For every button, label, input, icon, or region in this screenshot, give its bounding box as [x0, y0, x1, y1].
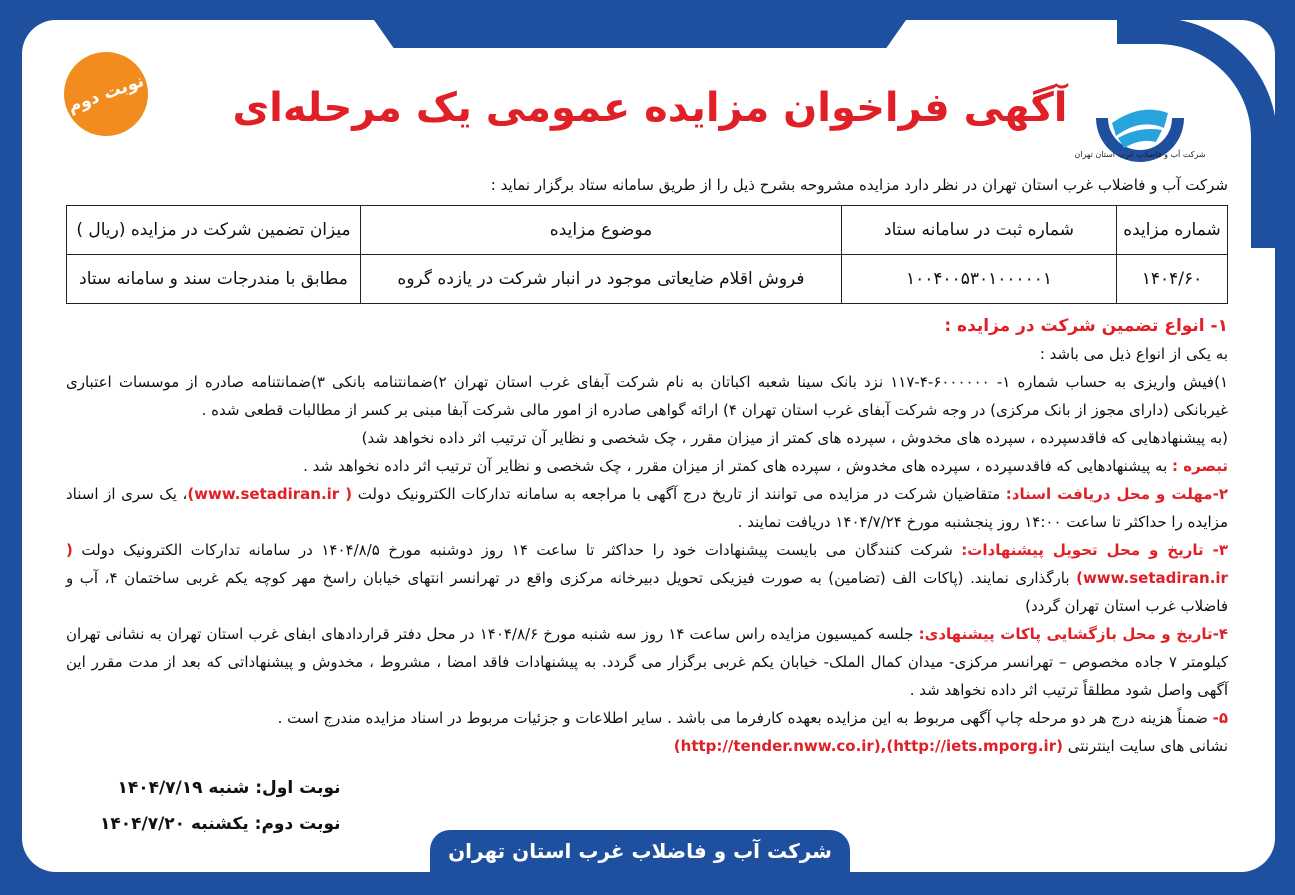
- section-3-text-end: بارگذاری نمایند. (پاکات الف (تضامین) به صورت فیزیکی تحویل دبیرخانه مرکزی واقع در تهرانسر انتهای خیابان راسخ مهر کوچه یکم غربی ساختمان ۴، آب و فاضلاب غرب استان تهران گردد): [66, 569, 1228, 615]
- header-registration-number: شماره ثبت در سامانه ستاد: [842, 206, 1117, 255]
- section-3-heading: ۳- تاریخ و محل تحویل پیشنهادات:: [961, 541, 1228, 559]
- section-4-text: جلسه کمیسیون مزایده راس ساعت ۱۴ روز سه شنبه مورخ ۱۴۰۴/۸/۶ در محل دفتر قراردادهای ابفای غرب استان تهران به نشانی تهران کیلومتر ۷ جاده مخصوص – تهرانسر مرکزی- میدان کمال الملک- خیابان یکم غربی برگزار می گردد. به پیشنهادات فاقد امضا ، مشروط ، مخدوش و پیشنهاداتی که بعد از مدت مقرر این آگهی واصل شود مطلقاً ترتیب اثر داده نخواهد شد .: [66, 625, 1228, 699]
- auction-table: [66, 205, 1228, 304]
- section-4-heading: ۴-تاریخ و محل بازگشایی پاکات پیشنهادی:: [918, 625, 1228, 643]
- top-decoration: [360, 0, 920, 48]
- cell-guarantee: مطابق با مندرجات سند و سامانه ستاد: [67, 255, 361, 304]
- section-1-line: به یکی از انواع ذیل می باشد :: [1039, 345, 1228, 363]
- setadiran-link[interactable]: ( www.setadiran.ir): [187, 485, 353, 503]
- remark-text: به پیشنهادهایی که فاقدسپرده ، سپرده های مخدوش ، سپرده های کمتر از میزان مقرر ، چک شخصی و نظایر آن ترتیب اثر داده نخواهد شد .: [303, 457, 1168, 475]
- section-1-note: (به پیشنهادهایی که فاقدسپرده ، سپرده های مخدوش ، سپرده های کمتر از میزان مقرر ، چک شخصی و نظایر آن ترتیب اثر داده نخواهد شد): [361, 429, 1228, 447]
- section-2: [66, 480, 1228, 536]
- first-publication: نوبت اول: شنبه ۱۴۰۴/۷/۱۹: [117, 778, 341, 798]
- footer-company-name: شرکت آب و فاضلاب غرب استان تهران: [430, 830, 850, 872]
- section-5-heading: ۵-: [1212, 709, 1228, 727]
- section-5-text: ضمناً هزینه درج هر دو مرحله چاپ آگهی مربوط به این مزایده بعهده کارفرما می باشد . سایر اطلاعات و جزئیات مربوط در اسناد مزایده مندرج است .: [277, 709, 1208, 727]
- header-auction-number: شماره مزایده: [1117, 206, 1228, 255]
- section-4: [66, 620, 1228, 704]
- cell-subject: فروش اقلام ضایعاتی موجود در انبار شرکت در یازده گروه: [361, 255, 842, 304]
- websites-links[interactable]: (http://tender.nww.co.ir),(http://iets.mporg.ir): [673, 737, 1063, 755]
- section-1-remark: [66, 452, 1228, 480]
- table-row: [67, 255, 1228, 304]
- cell-auction-number: ۱۴۰۴/۶۰: [1117, 255, 1228, 304]
- header-subject: موضوع مزایده: [361, 206, 842, 255]
- section-3-text: شرکت کنندگان می بایست پیشنهادات خود را حداکثر تا ساعت ۱۴ روز دوشنبه مورخ ۱۴۰۴/۸/۵ در سامانه تدارکات الکترونیک دولت: [81, 541, 953, 559]
- section-2-text: متقاضیان شرکت در مزایده می توانند از تاریخ درج آگهی با مراجعه به سامانه تدارکات الکترونیک دولت: [357, 485, 1001, 503]
- ad-body: [66, 312, 1228, 760]
- publication-dates: [100, 770, 341, 842]
- second-publication: نوبت دوم: یکشنبه ۱۴۰۴/۷/۲۰: [100, 814, 341, 834]
- remark-label: تبصره :: [1172, 457, 1228, 475]
- cell-registration-number: ۱۰۰۴۰۰۵۳۰۱۰۰۰۰۰۱: [842, 255, 1117, 304]
- section-1-guarantees: ۱)فیش واریزی به حساب شماره ۱- ۶۰۰۰۰۰۰-۴-۱۱۷ نزد بانک سینا شعبه اکباتان به نام شرکت آبفای غرب استان تهران ۲)ضمانتنامه بانکی ۳)ضمانتنامه صادره از موسسات اعتباری غیربانکی (دارای مجوز از بانک مرکزی) در وجه شرکت آبفای غرب استان تهران ۴) ارائه گواهی صادره از امور مالی شرکت آبفا مبنی بر کسر از مطالبات قطعی شده .: [66, 373, 1228, 419]
- websites: [66, 732, 1228, 760]
- section-3: [66, 536, 1228, 620]
- header-guarantee: میزان تضمین شرکت در مزایده (ریال ): [67, 206, 361, 255]
- websites-label: نشانی های سایت اینترنتی: [1067, 737, 1228, 755]
- section-5: [66, 704, 1228, 732]
- intro-text: شرکت آب و فاضلاب غرب استان تهران در نظر دارد مزایده مشروحه بشرح ذیل را از طریق سامانه ستاد برگزار نماید :: [490, 176, 1228, 194]
- page-title: آگهی فراخوان مزایده عمومی یک مرحله‌ای: [232, 85, 1068, 131]
- section-1-heading: ۱- انواع تضمین شرکت در مزایده :: [944, 316, 1228, 336]
- table-header-row: [67, 206, 1228, 255]
- setadiran-link-2[interactable]: ( www.setadiran.ir): [66, 541, 1228, 587]
- section-2-text-end: ، یک سری از اسناد مزایده را حداکثر تا ساعت ۱۴:۰۰ روز پنجشنبه مورخ ۱۴۰۴/۷/۲۴ دریافت نمایند .: [66, 485, 1228, 531]
- edition-badge: نوبت دوم: [52, 40, 160, 148]
- logo-caption: شرکت آب و فاضلاب غرب استان تهران: [1074, 150, 1206, 159]
- section-2-heading: ۲-مهلت و محل دریافت اسناد:: [1005, 485, 1228, 503]
